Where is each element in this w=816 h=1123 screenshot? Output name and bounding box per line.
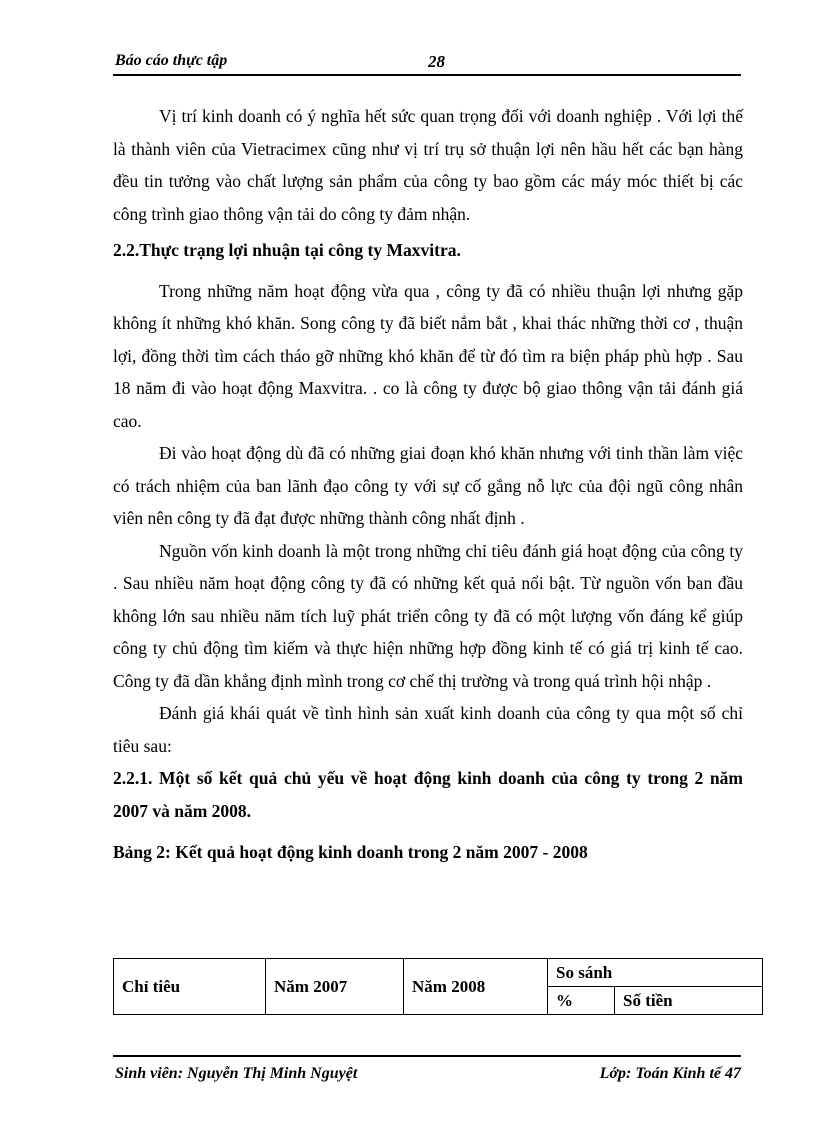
paragraph-assessment: Đánh giá khái quát về tình hình sản xuất kinh doanh của công ty qua một số chỉ tiêu sau: [113,703,743,756]
page-body [113,100,743,869]
section-heading-2-2: 2.2.Thực trạng lợi nhuận tại công ty Maxvitra. [113,240,461,260]
class-name: Lớp: Toán Kinh tế 47 [599,1065,741,1082]
page-footer [113,1055,741,1082]
paragraph-overview: Trong những năm hoạt động vừa qua , công ty đã có nhiều thuận lợi nhưng gặp không ít những khó khăn. Song công ty đã biết nắm bắt , khai thác những thời cơ , thuận lợi, đồng thời tìm cách tháo gỡ những khó khăn để từ đó tìm ra biện pháp phù hợp . Sau 18 năm đi vào hoạt động Maxvitra. . co là công ty được bộ giao thông vận tải đánh giá cao. [113,280,743,431]
table-header-row [114,959,763,987]
header-indicator: Chỉ tiêu [114,959,266,1015]
subheader-amount: Số tiền [615,987,763,1015]
header-compare: So sánh [548,959,763,987]
subheader-percent: % [548,987,615,1015]
page-header [113,52,741,76]
page-number: 28 [428,52,445,71]
paragraph-location: Vị trí kinh doanh có ý nghĩa hết sức quan trọng đối với doanh nghiệp . Với lợi thế là thành viên của Vietracimex cũng như vị trí trụ sở thuận lợi nên hầu hết các bạn hàng đều tin tưởng vào chất lượng sản phẩm của công ty bao gồm các máy móc thiết bị các công trình giao thông vận tải do công ty đảm nhận. [113,106,743,224]
student-name: Sinh viên: Nguyễn Thị Minh Nguyệt [115,1065,358,1082]
paragraph-leadership: Đi vào hoạt động dù đã có những giai đoạn khó khăn nhưng với tinh thần làm việc có trách nhiệm của ban lãnh đạo công ty với sự cố gắng nỗ lực của đội ngũ công nhân viên nên công ty đã đạt được những thành công nhất định . [113,443,743,528]
results-table [113,958,763,1015]
header-2007: Năm 2007 [266,959,404,1015]
paragraph-capital: Nguồn vốn kinh doanh là một trong những chỉ tiêu đánh giá hoạt động của công ty . Sau nhiều năm hoạt động công ty đã có những kết quả nổi bật. Từ nguồn vốn ban đầu không lớn sau nhiều năm tích luỹ phát triển công ty đã có một lượng vốn đáng kể giúp công ty chủ động tìm kiếm và thực hiện những hợp đồng kinh tế có giá trị kinh tế cao. Công ty đã dần khẳng định mình trong cơ chế thị trường và trong quá trình hội nhập . [113,540,743,691]
table-caption: Bảng 2: Kết quả hoạt động kinh doanh trong 2 năm 2007 - 2008 [113,842,588,862]
section-heading-2-2-1: 2.2.1. Một số kết quả chủ yếu về hoạt động kinh doanh của công ty trong 2 năm 2007 và năm 2008. [113,768,743,821]
report-title: Báo cáo thực tập [115,52,228,69]
header-2008: Năm 2008 [404,959,548,1015]
